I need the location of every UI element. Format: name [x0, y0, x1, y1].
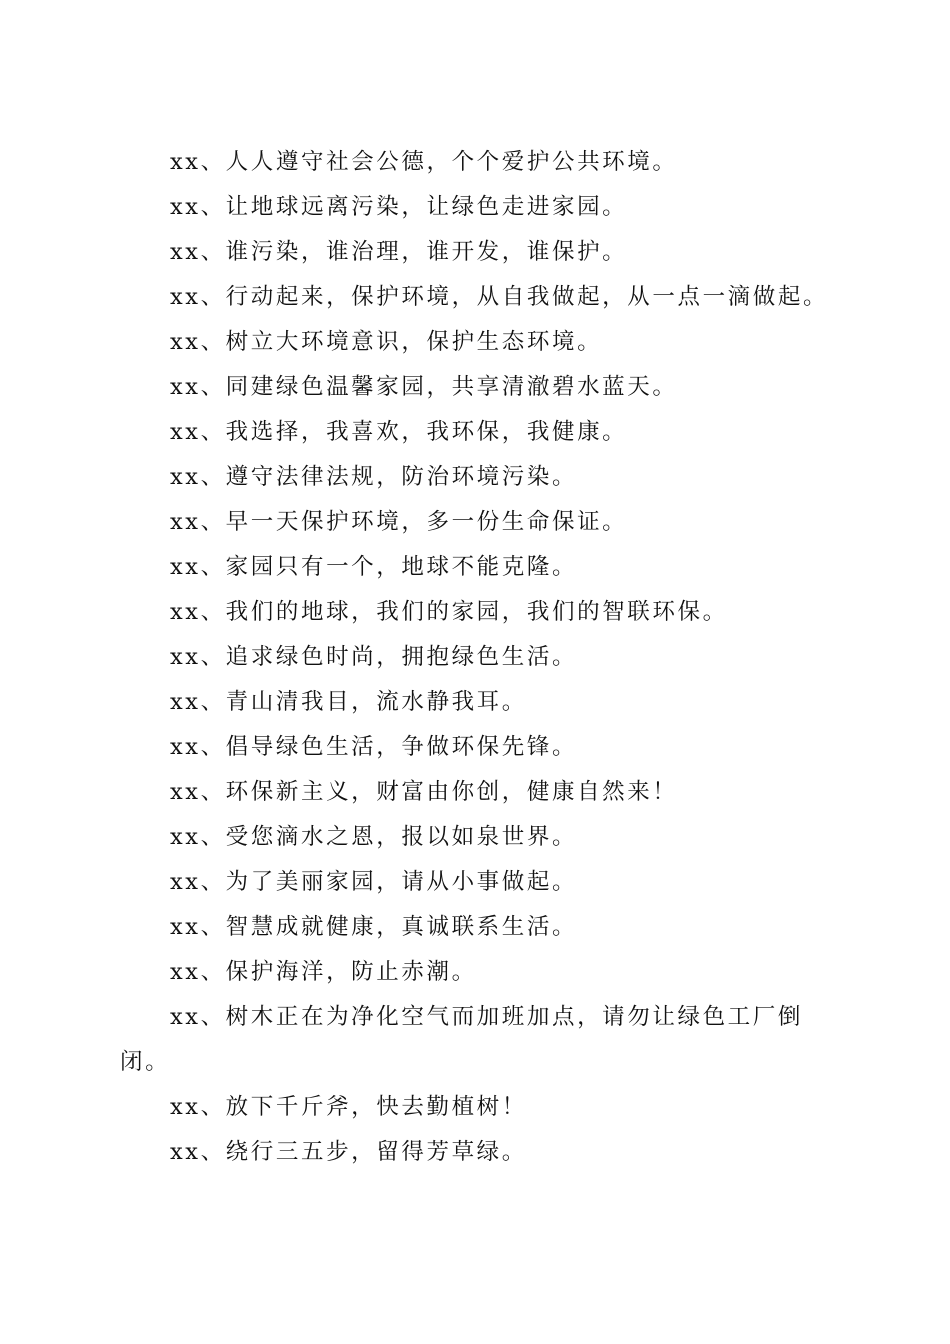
slogan-line: xx、倡导绿色生活，争做环保先锋。	[170, 734, 578, 760]
slogan-line: xx、为了美丽家园，请从小事做起。	[170, 869, 578, 895]
slogan-line: xx、青山清我目，流水静我耳。	[170, 689, 527, 715]
slogan-line: xx、让地球远离污染，让绿色走进家园。	[170, 194, 628, 220]
slogan-line: xx、受您滴水之恩，报以如泉世界。	[170, 824, 578, 850]
slogan-line: xx、同建绿色温馨家园，共享清澈碧水蓝天。	[170, 374, 678, 400]
slogan-line: xx、树木正在为净化空气而加班加点，请勿让绿色工厂倒闭。	[120, 1004, 803, 1075]
slogan-line: xx、追求绿色时尚，拥抱绿色生活。	[170, 644, 578, 670]
slogan-line: xx、谁污染，谁治理，谁开发，谁保护。	[170, 239, 628, 265]
slogan-line: xx、人人遵守社会公德，个个爱护公共环境。	[170, 149, 678, 175]
slogan-list	[120, 140, 830, 1175]
slogan-line: xx、树立大环境意识，保护生态环境。	[170, 329, 603, 355]
slogan-line: xx、保护海洋，防止赤潮。	[170, 959, 477, 985]
slogan-line: xx、遵守法律法规，防治环境污染。	[170, 464, 578, 490]
slogan-line: xx、环保新主义，财富由你创，健康自然来！	[170, 779, 678, 805]
slogan-line: xx、行动起来，保护环境，从自我做起，从一点一滴做起。	[170, 284, 829, 310]
slogan-line: xx、智慧成就健康，真诚联系生活。	[170, 914, 578, 940]
slogan-line: xx、我选择，我喜欢，我环保，我健康。	[170, 419, 628, 445]
slogan-line: xx、绕行三五步，留得芳草绿。	[170, 1139, 527, 1165]
slogan-line: xx、放下千斤斧，快去勤植树！	[170, 1094, 527, 1120]
slogan-line: xx、我们的地球，我们的家园，我们的智联环保。	[170, 599, 728, 625]
slogan-line: xx、家园只有一个，地球不能克隆。	[170, 554, 578, 580]
slogan-line: xx、早一天保护环境，多一份生命保证。	[170, 509, 628, 535]
